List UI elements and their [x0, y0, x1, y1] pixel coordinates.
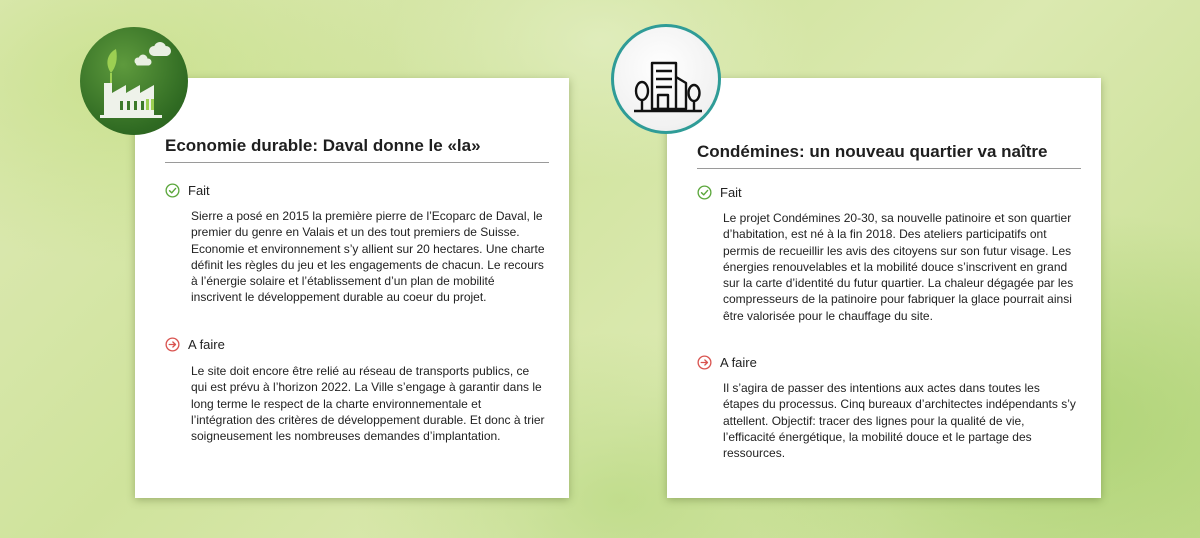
section-todo-text: Il s’agira de passer des intentions aux actes dans toutes les étapes du processus. Cinq bureaux d’architectes indépendants s’y attellent. Objectif: tracer des lignes pour la qualité de vie, l’efficacité énergétique, la mobilité douce et le partage des ressources. [723, 381, 1076, 461]
section-todo-label: A faire [720, 355, 757, 370]
section-todo-text: Le site doit encore être relié au réseau de transports publics, ce qui est prévu à l’horizon 2022. La Ville s’engage à garantir dans le long terme le respect de la charte environnementale et l’intégration des critères de développement durable. Et donc à trier soigneusement les nombreuses demandes d’implantation. [191, 364, 545, 444]
section-done-label: Fait [720, 185, 742, 200]
card-title: Condémines: un nouveau quartier va naître [697, 142, 1081, 169]
section-done-label: Fait [188, 183, 210, 198]
section-todo-heading [165, 337, 225, 352]
arrow-right-circle-icon [697, 355, 712, 370]
section-done-text: Le projet Condémines 20-30, sa nouvelle patinoire et son quartier d’habitation, est né à la fin 2018. Des ateliers participatifs ont permis de recueillir les avis des citoyens sur son futur visage. Les énergies renouvelables et la mobilité douce s’inscrivent en grand sur la carte d’identité du futur quartier. La chaleur dégagée par les compresseurs de la patinoire pour fabriquer la glace pourrait ainsi être valorisée pour le chauffage du site. [723, 211, 1074, 323]
section-done-text: Sierre a posé en 2015 la première pierre de l’Ecoparc de Daval, le premier du genre en Valais et un des tout premiers de Suisse. Economie et environnement s’y allient sur 20 hectares. Une charte définit les règles du jeu et les engagements de chacun. Le recours à l’énergie solaire et l’établissement d’un plan de mobilité inscrivent le développement durable au coeur du projet. [191, 209, 545, 305]
buildings-trees-icon [611, 24, 721, 134]
check-circle-icon [697, 185, 712, 200]
section-done-heading [165, 183, 210, 198]
card-economie-durable [135, 78, 569, 498]
check-circle-icon [165, 183, 180, 198]
card-title: Economie durable: Daval donne le «la» [165, 136, 549, 163]
section-todo-heading [697, 355, 757, 370]
arrow-right-circle-icon [165, 337, 180, 352]
factory-leaf-icon [80, 27, 188, 135]
section-todo-label: A faire [188, 337, 225, 352]
section-done-heading [697, 185, 742, 200]
card-condemines [667, 78, 1101, 498]
